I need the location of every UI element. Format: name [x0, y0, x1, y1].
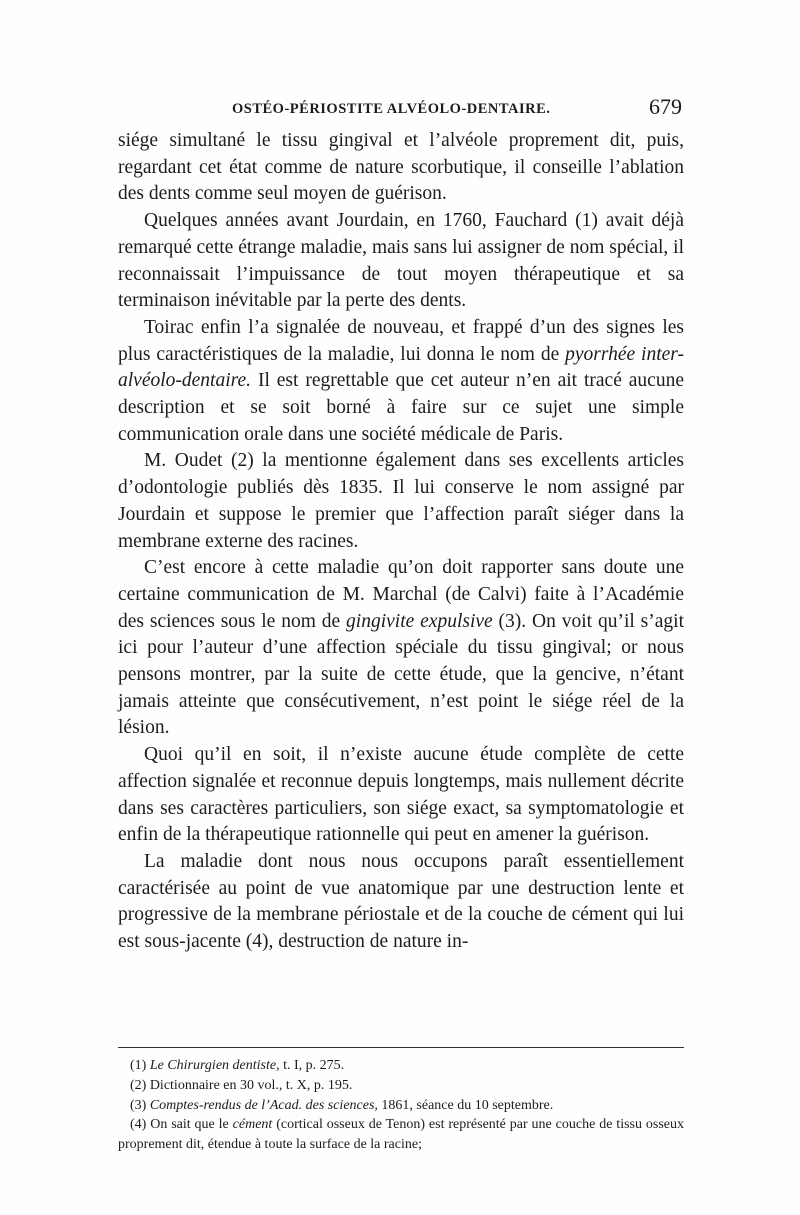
text-run: Quelques années avant Jourdain, en 1760, Fauchard (1) avait déjà remarqué cette étrange maladie, mais sans lui assigner de nom spécial, il reconnaissait l’impuissance de tout moyen thérapeutique et sa terminaison inévitable par la perte des dents. [118, 210, 684, 312]
paragraph [118, 315, 684, 449]
footnote [118, 1076, 684, 1096]
footnotes [118, 1056, 684, 1155]
paragraph [118, 128, 684, 208]
text-run: Toirac enfin l’a signalée de nouveau, et frappé d’un des signes les plus caractéristiques de la maladie, lui donna le nom de [118, 316, 684, 365]
text-run: C’est encore à cette maladie qu’on doit rapporter sans doute une certaine communication de M. Marchal (de Calvi) faite à l’Académie des sciences sous le nom de [118, 557, 684, 632]
text-run: M. Oudet (2) la mentionne également dans ses excellents articles d’odontologie publiés dès 1835. Il lui conserve le nom assigné par Jourdain et suppose le premier que l’affection paraît siéger dans la membrane externe des racines. [118, 450, 684, 552]
italic-text-run: Comptes-rendus de l’Acad. des sciences, [149, 1097, 378, 1113]
text-run: (cortical osseux de Tenon) est représenté par une couche de tissu osseux proprement dit, étendue à toute la surface de la racine; [118, 1117, 684, 1153]
text-run: 1861, séance du 10 septembre. [377, 1097, 554, 1113]
page-header [120, 94, 682, 126]
text-run: La maladie dont nous nous occupons paraît essentiellement caractérisée au point de vue anatomique par une destruction lente et progressive de la membrane périostale et de la couche de cément qui lui est sous-jacente (4), destruction de nature in- [118, 850, 684, 953]
text-run: Quoi qu’il en soit, il n’existe aucune étude complète de cette affection signalée et reconnue depuis longtemps, mais nullement décrite dans ses caractères particuliers, son siége exact, sa symptomatologie et enfin de la thérapeutique rationnelle qui peut en amener la guérison. [118, 744, 684, 846]
paragraph [118, 555, 684, 742]
page-number: 679 [649, 94, 682, 119]
italic-text-run: cément [232, 1117, 273, 1133]
text-run: (2) Dictionnaire en 30 vol., t. X, p. 195. [130, 1077, 353, 1093]
paragraph [118, 849, 684, 956]
paragraph [118, 208, 684, 315]
text-run: siége simultané le tissu gingival et l’alvéole proprement dit, puis, regardant cet état comme de nature scorbutique, il conseille l’ablation des dents comme seul moyen de guérison. [118, 130, 684, 205]
running-title: OSTÉO-PÉRIOSTITE ALVÉOLO-DENTAIRE. [232, 101, 551, 117]
footnote-divider [118, 1047, 684, 1048]
italic-text-run: Le Chirurgien dentiste, [149, 1058, 280, 1073]
footnote [118, 1096, 684, 1116]
text-run: (4) On sait que le [130, 1117, 233, 1133]
text-run: t. I, p. 275. [279, 1058, 345, 1073]
italic-text-run: pyorrhée inter-alvéolo-dentaire. [118, 343, 684, 392]
text-run: (3) [130, 1097, 150, 1113]
body-text [118, 128, 684, 956]
paragraph [118, 448, 684, 555]
footnote [118, 1056, 684, 1076]
text-run: (1) [130, 1058, 150, 1073]
italic-text-run: gingivite expulsive [346, 610, 493, 632]
text-run: Il est regrettable que cet auteur n’en ait tracé aucune description et se soit borné à faire sur ce sujet une simple communication orale dans une société médicale de Paris. [118, 370, 684, 445]
text-run: (3). On voit qu’il s’agit ici pour l’auteur d’une affection spéciale du tissu gingival; or nous pensons montrer, par la suite de cette étude, que la gencive, n’étant jamais atteinte que consécutivement, n’est point le siége réel de la lésion. [118, 610, 684, 739]
footnote [118, 1115, 684, 1155]
paragraph [118, 742, 684, 849]
